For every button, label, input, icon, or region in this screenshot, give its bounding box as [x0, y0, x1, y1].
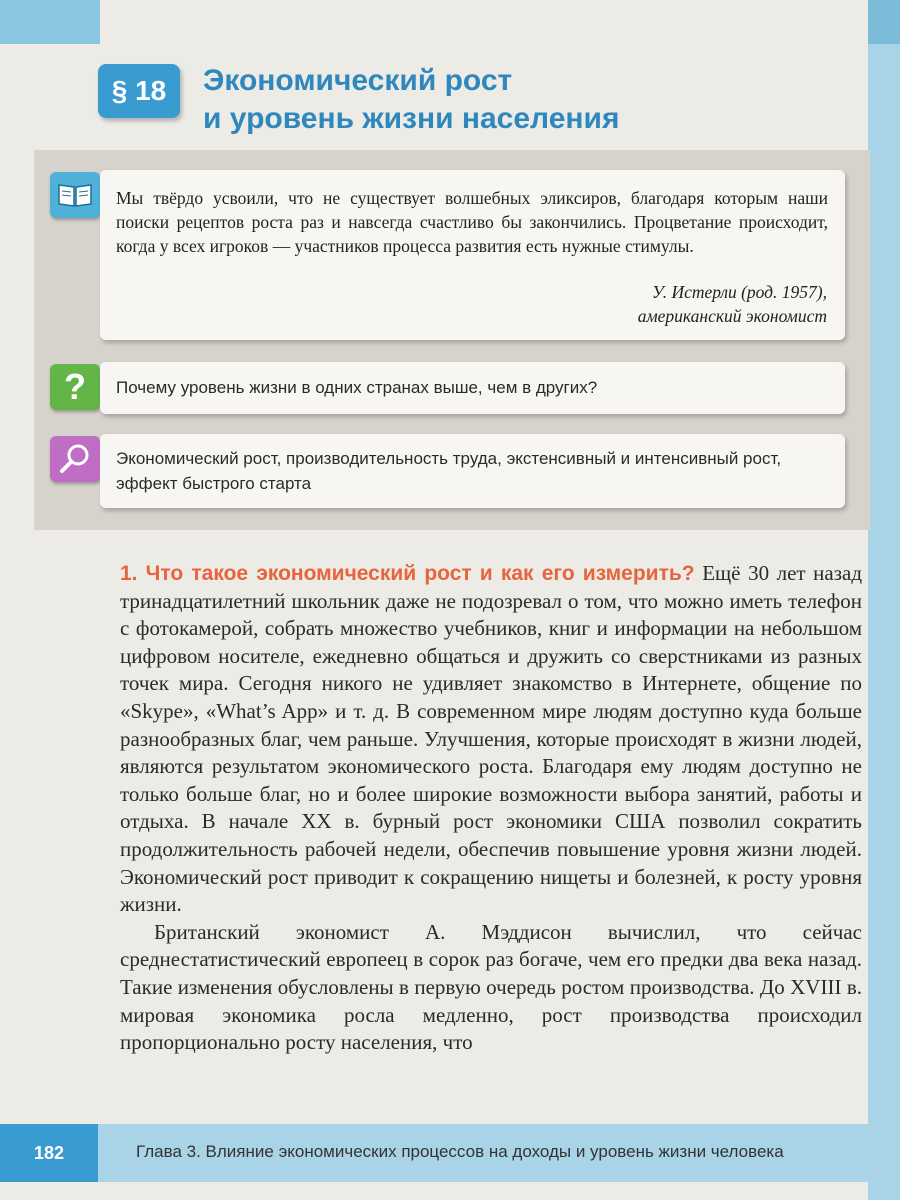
question-icon: ?: [50, 364, 100, 410]
section-title: [203, 62, 619, 138]
right-decor-strip-top: [868, 0, 900, 44]
paragraph-1-text: Ещё 30 лет назад тринадцатилетний школьник даже не подозревал о том, что можно иметь телефон с фотокамерой, собрать множество учебников, книг и информации на небольшом цифровом носителе, ежедневно общаться и дружить со сверстниками из разных точек мира. Сегодня никого не удивляет знакомство в Интернете, общение по «Skype», «What’s App» и т. д. В современном мире людям доступно куда больше разнообразных благ, чем раньше. Улучшения, которые происходят в жизни людей, являются результатом экономического роста. Благодаря ему людям доступно не только больше благ, но и более широкие возможности выбора занятий, работы и отдыха. В начале XX в. бурный рост экономики США позволил сократить продолжительность рабочей недели, обеспечив повышение уровня жизни людей. Экономический рост приводит к сокращению нищеты и болезней, к росту уровня жизни.: [120, 561, 863, 917]
body-paragraph-1: [120, 560, 862, 919]
section-title-line-2: и уровень жизни населения: [203, 102, 620, 135]
keywords-text: Экономический рост, производительность труда, экстенсивный и интенсивный рост, эффект быстрого старта: [116, 449, 782, 493]
top-decor-strip: [0, 0, 100, 44]
quote-text: Мы твёрдо усвоили, что не существует волшебных эликсиров, благодаря которым наши поиски рецептов роста раз и навсегда счастливо бы закончились. Процветание происходит, когда у всех игроков — участников процесса развития есть нужные стимулы.: [116, 188, 828, 256]
body-text: [120, 560, 862, 1057]
book-icon: [50, 172, 100, 218]
right-decor-strip: [868, 0, 900, 1200]
chapter-title: Глава 3. Влияние экономических процессов на доходы и уровень жизни человека: [136, 1142, 784, 1161]
quote-author: У. Истерли (род. 1957),: [652, 282, 827, 302]
page-number: 182: [0, 1124, 98, 1182]
question-card: [100, 362, 845, 414]
question-text: Почему уровень жизни в одних странах выше, чем в других?: [116, 378, 598, 397]
section-title-line-1: Экономический рост: [203, 64, 513, 97]
keywords-card: [100, 434, 845, 508]
section-badge: § 18: [98, 64, 180, 118]
body-paragraph-2: Британский экономист А. Мэддисон вычислил, что сейчас среднестатистический европеец в сорок раз богаче, чем его предки два века назад. Такие изменения обусловлены в первую очередь ростом производства. До XVIII в. мировая экономика росла медленно, рост производства происходил пропорционально росту населения, что: [120, 919, 862, 1055]
magnifier-icon: [50, 436, 100, 482]
subheading: 1. Что такое экономический рост и как его измерить?: [120, 562, 695, 585]
quote-card: [100, 170, 845, 340]
quote-author-role: американский экономист: [637, 306, 827, 326]
